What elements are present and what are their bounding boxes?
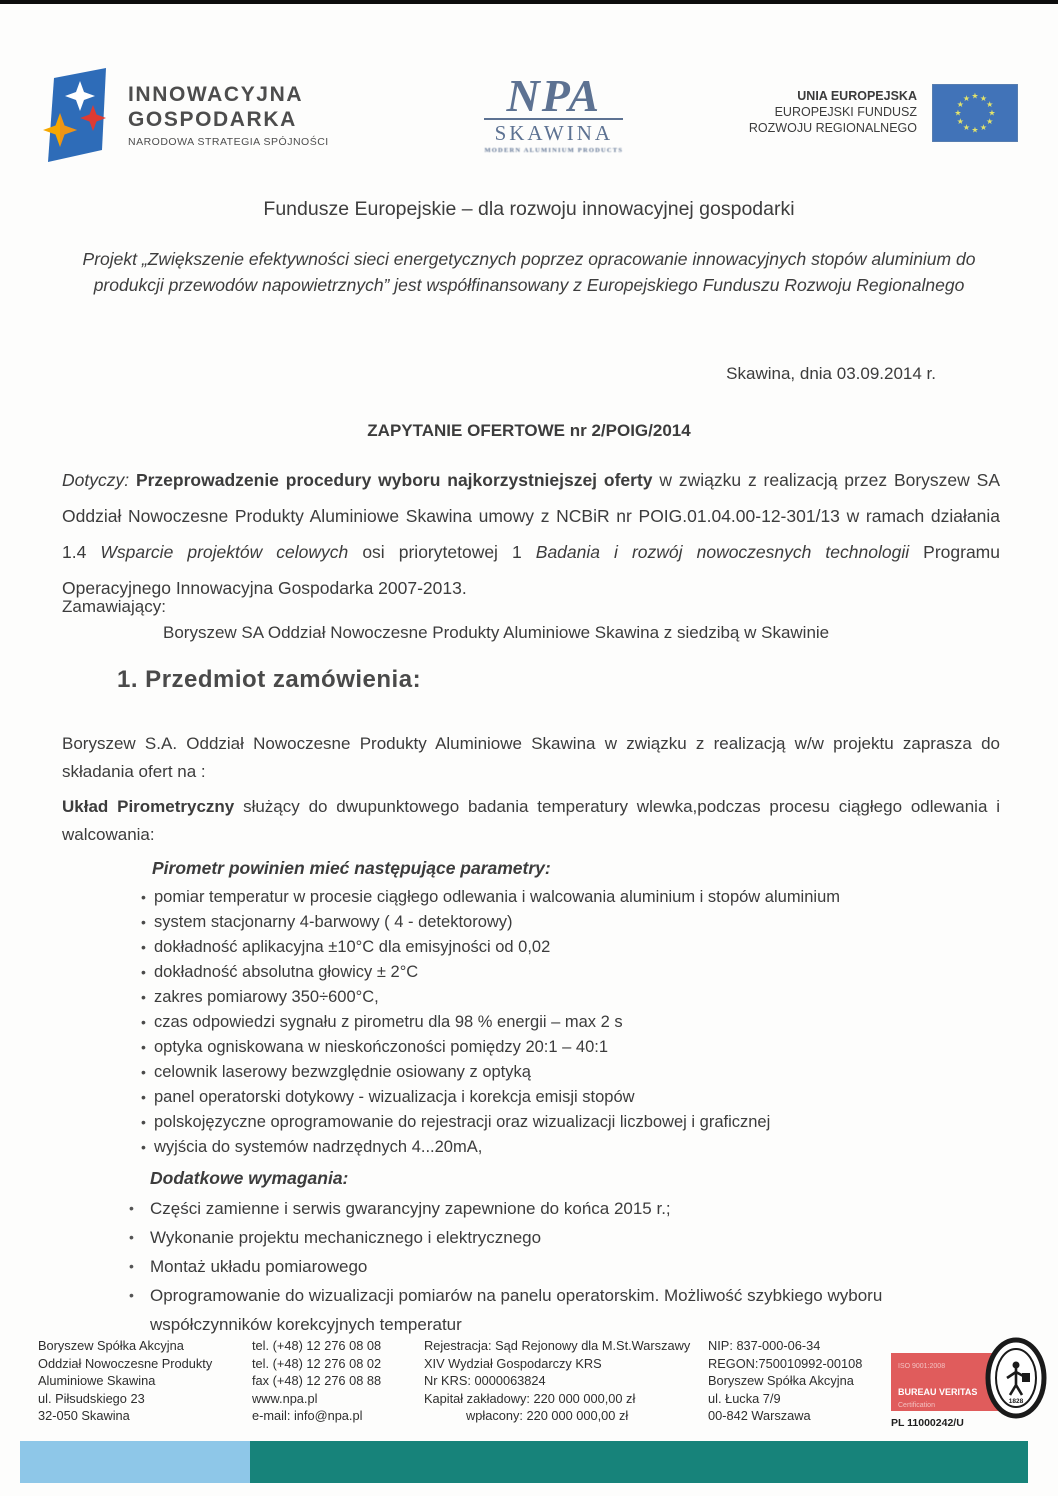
footer-address-column [38, 1337, 252, 1433]
certificate-number: PL 11000242/U [891, 1417, 964, 1429]
list-item: • Wykonanie projektu mechanicznego i elektrycznego [128, 1223, 963, 1252]
footer-line: Rejestracja: Sąd Rejonowy dla M.St.Warszawy [424, 1338, 691, 1353]
list-item: • polskojęzyczne oprogramowanie do rejestracji oraz wizualizacji liczbowej i graficznej [141, 1110, 1003, 1135]
svg-text:★: ★ [956, 100, 964, 109]
ig-line2: GOSPODARKA [128, 108, 297, 131]
svg-text:★: ★ [971, 91, 979, 101]
certification-label: Certification [898, 1401, 935, 1409]
bureau-veritas-seal-icon [985, 1337, 1047, 1424]
date-line: Skawina, dnia 03.09.2014 r. [726, 364, 936, 383]
dotyczy-bold: Przeprowadzenie procedury wyboru najkorzystniejszej oferty [135, 470, 653, 490]
footer-line: fax (+48) 12 276 08 88 [252, 1373, 382, 1388]
section-1-intro: Boryszew S.A. Oddział Nowoczesne Produkty Aluminiowe Skawina w związku z realizacją w/w projektu zaprasza do składania ofert na : [62, 734, 1000, 781]
uklad-rest: służący do dwupunktowego badania temperatury wlewka,podczas procesu ciągłego odlewania i walcowania: [62, 797, 1000, 844]
subject-heading: ZAPYTANIE OFERTOWE nr 2/POIG/2014 [367, 421, 691, 440]
svg-text:★: ★ [956, 117, 964, 126]
list-item: • celownik laserowy bezwzględnie osiowany z optyką [141, 1060, 1003, 1085]
eu-flag-icon [932, 84, 1018, 147]
footer-bar-teal [250, 1441, 1028, 1483]
iso-label: ISO 9001:2008 [898, 1363, 946, 1370]
zamawiajacy-label: Zamawiający: [62, 597, 166, 616]
eu-line1: UNIA EUROPEJSKA [797, 89, 917, 103]
innowacyjna-gospodarka-logo [40, 66, 329, 169]
dotyczy-italic1: Wsparcie projektów celowych [100, 542, 349, 562]
ig-logo-text [128, 66, 329, 148]
list-item: • czas odpowiedzi sygnału z pirometru dla 98 % energii – max 2 s [141, 1010, 1003, 1035]
svg-text:★: ★ [986, 117, 994, 126]
dotyczy-text1: w związku z realizacją przez Boryszew SA Oddział Nowoczesne Produkty Aluminiowe Skawina umowy z NCBiR nr POIG.01.04.00-12-301/13 w ramach działania 1.4 [62, 470, 1000, 562]
footer-registry-column [424, 1337, 708, 1433]
eu-logo-text [749, 84, 917, 136]
list-item: • wyjścia do systemów nadrzędnych 4...20mA, [141, 1135, 1003, 1160]
dotyczy-italic2: Badania i rozwój nowoczesnych technologii [535, 542, 910, 562]
footer-line: NIP: 837-000-06-34 [708, 1338, 821, 1353]
bureau-veritas-label: BUREAU VERITAS [898, 1386, 978, 1397]
uklad-bold: Układ Pirometryczny [62, 797, 235, 816]
footer-tax-column [708, 1337, 891, 1433]
dotyczy-text2: osi priorytetowej 1 [348, 542, 536, 562]
footer-line: XIV Wydział Gospodarczy KRS [424, 1355, 602, 1371]
footer-bar-lightblue [20, 1441, 250, 1483]
footer-line: Oddział Nowoczesne Produkty [38, 1355, 213, 1371]
npa-logo-name: NPA [506, 70, 602, 121]
footer-email: e-mail: info@npa.pl [252, 1408, 363, 1423]
svg-text:★: ★ [979, 123, 988, 133]
additional-heading: Dodatkowe wymagania: [150, 1168, 349, 1188]
footer-line: ul. Łucka 7/9 [708, 1390, 781, 1406]
footer-line: tel. (+48) 12 276 08 02 [252, 1355, 382, 1371]
svg-text:★: ★ [954, 108, 962, 118]
svg-text:★: ★ [962, 123, 971, 133]
npa-logo-city: SKAWINA [484, 118, 623, 145]
logo-header [40, 66, 1018, 169]
footer-line: wpłacony: 220 000 000,00 zł [466, 1408, 629, 1423]
project-subtitle: Projekt „Zwiększenie efektywności sieci energetycznych poprzez opracowanie innowacyjnych stopów aluminium do produkcji przewodów napowietrznych” jest współfinansowany z Europejskiego Funduszu Rozwoju Regionalnego [82, 249, 976, 295]
ig-line3: NARODOWA STRATEGIA SPÓJNOŚCI [128, 136, 329, 148]
footer-website: www.npa.pl [252, 1390, 318, 1406]
list-item: • Części zamienne i serwis gwarancyjny zapewnione do końca 2015 r.; [128, 1194, 963, 1223]
ig-flag-icon [40, 66, 114, 169]
eu-logo [749, 84, 1018, 147]
list-item: • zakres pomiarowy 350÷600°C, [141, 985, 1003, 1010]
footer-line: tel. (+48) 12 276 08 08 [252, 1338, 382, 1353]
footer-contact-column [252, 1337, 424, 1433]
svg-text:1828: 1828 [1008, 1398, 1024, 1405]
eu-line3: ROZWOJU REGIONALNEGO [748, 121, 917, 135]
footer-line: Boryszew Spółka Akcyjna [708, 1373, 854, 1388]
dotyczy-paragraph [62, 462, 1000, 606]
footer-line: Kapitał zakładowy: 220 000 000,00 zł [424, 1390, 636, 1406]
zamawiajacy-value: Boryszew SA Oddział Nowoczesne Produkty Aluminiowe Skawina z siedzibą w Skawinie [163, 623, 830, 642]
footer-line: ul. Piłsudskiego 23 [38, 1390, 145, 1406]
list-item: • Montaż układu pomiarowego [128, 1252, 963, 1281]
ig-line1: INNOWACYJNA [128, 83, 304, 106]
list-item: • system stacjonarny 4-barwowy ( 4 - detektorowy) [141, 910, 1003, 935]
eu-line2: EUROPEJSKI FUNDUSZ [774, 105, 917, 119]
npa-skawina-logo [484, 70, 624, 154]
svg-text:★: ★ [986, 100, 994, 109]
footer-line: Aluminiowe Skawina [38, 1373, 156, 1388]
svg-text:★: ★ [979, 93, 988, 103]
list-item: • optyka ogniskowana w nieskończoności pomiędzy 20:1 – 40:1 [141, 1035, 1003, 1060]
parameters-heading: Pirometr powinien mieć następujące parametry: [152, 858, 551, 878]
footer-line: Nr KRS: 0000063824 [424, 1373, 546, 1388]
footer-line: Boryszew Spółka Akcyjna [38, 1338, 184, 1353]
uklad-paragraph [62, 793, 1000, 849]
svg-text:★: ★ [988, 108, 996, 118]
document-title: Fundusze Europejskie – dla rozwoju innowacyjnej gospodarki [263, 198, 795, 220]
parameters-list [141, 885, 1003, 1160]
bureau-veritas-certificate [891, 1353, 1041, 1433]
list-item: • dokładność aplikacyjna ±10°C dla emisyjności od 0,02 [141, 935, 1003, 960]
list-item: • pomiar temperatur w procesie ciągłego odlewania i walcowania aluminium i stopów aluminium [141, 885, 1003, 910]
scan-top-edge [0, 0, 1058, 4]
npa-logo-tagline: MODERN ALUMINIUM PRODUCTS [484, 147, 624, 154]
footer-line: 00-842 Warszawa [708, 1408, 811, 1423]
list-item: • panel operatorski dotykowy - wizualizacja i korekcja emisji stopów [141, 1085, 1003, 1110]
footer-line: REGON:750010992-00108 [708, 1355, 863, 1371]
additional-list [128, 1194, 963, 1339]
svg-text:★: ★ [962, 93, 971, 103]
dotyczy-text3: Programu Operacyjnego Innowacyjna Gospodarka 2007-2013. [62, 542, 1000, 598]
list-item: • Oprogramowanie do wizualizacji pomiarów na panelu operatorskim. Możliwość szybkiego wyboru współczynników korekcyjnych temperatur [128, 1281, 963, 1339]
footer [38, 1337, 1044, 1433]
section-1-heading: 1. Przedmiot zamówienia: [117, 666, 422, 693]
list-item: • dokładność absolutna głowicy ± 2°C [141, 960, 1003, 985]
dotyczy-label: Dotyczy: [62, 470, 136, 490]
footer-line: 32-050 Skawina [38, 1408, 130, 1423]
svg-text:★: ★ [971, 125, 979, 135]
